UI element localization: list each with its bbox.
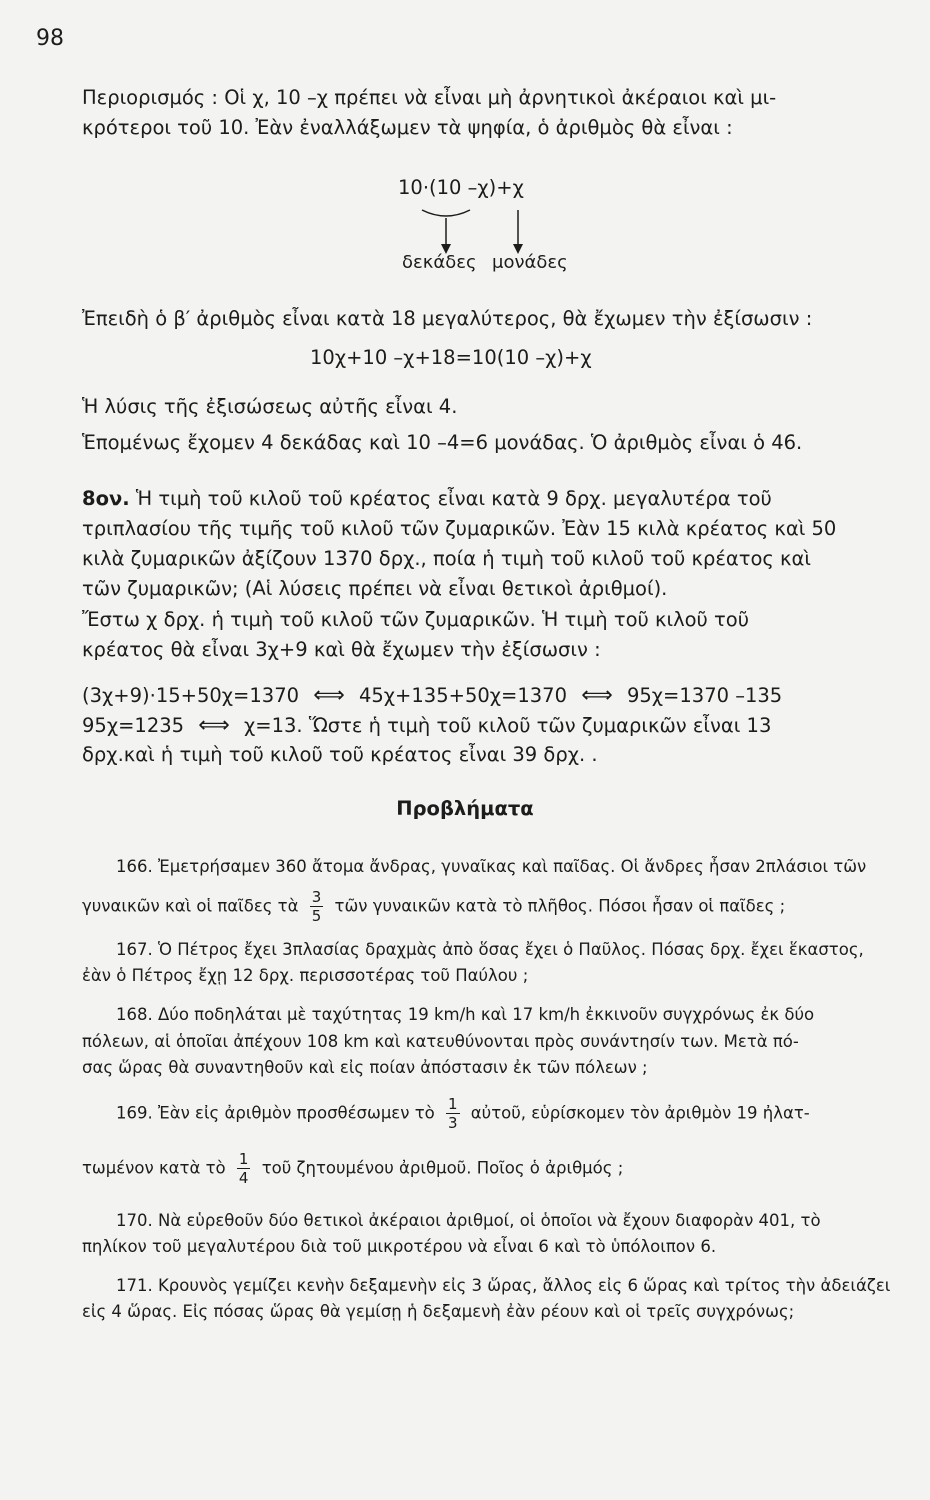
ex8-label: 8ον.	[82, 487, 130, 510]
para1-line1: Περιορισμός : Οἱ χ, 10 –χ πρέπει νὰ εἶναι μὴ ἀρνητικοὶ ἀκέραιοι καὶ μι-	[82, 86, 777, 109]
expression-main: 10·(10 –χ)+χ	[398, 176, 524, 199]
ex8-line1	[82, 487, 772, 510]
p169-text2: αὐτοῦ, εὑρίσκομεν τὸν ἀριθμὸν 19 ἠλατ-	[470, 1103, 810, 1123]
ex8-tail1: Ὥστε ἡ τιμὴ τοῦ κιλοῦ τῶν ζυμαρικῶν εἶναι 13	[308, 714, 772, 737]
para2: Ἐπειδὴ ὁ β′ ἀριθμὸς εἶναι κατὰ 18 μεγαλύτερος, θὰ ἔχωμεν τὴν ἐξίσωσιν :	[82, 307, 813, 330]
eq-d: 95χ=1235	[82, 714, 185, 737]
p166-text1: γυναικῶν καὶ οἱ παῖδες τὰ	[82, 896, 299, 916]
p169-fraction2-numerator: 1	[238, 1150, 249, 1168]
equivalence-arrow-icon: ⟺	[198, 713, 230, 738]
label-units: μονάδες	[492, 252, 568, 273]
p168-line2: πόλεων, αἱ ὁποῖαι ἀπέχουν 108 km καὶ κατευθύνονται πρὸς συνάντησίν των. Μετὰ πό-	[82, 1032, 799, 1051]
p171-line2: εἰς 4 ὥρας. Εἰς πόσας ὥρας θὰ γεμίσῃ ἡ δεξαμενὴ ἐὰν ρέουν καὶ οἱ τρεῖς συγχρόνως;	[82, 1302, 795, 1321]
p166-fraction	[310, 890, 324, 924]
p166-text2: τῶν γυναικῶν κατὰ τὸ πλῆθος. Πόσοι ἦσαν οἱ παῖδες ;	[334, 896, 786, 916]
p171-line1: 171. Κρουνὸς γεμίζει κενὴν δεξαμενὴν εἰς 3 ὥρας, ἄλλος εἰς 6 ὥρας καὶ τρίτος τὴν ἀδειάζει	[116, 1276, 891, 1295]
ex8-line1-text: Ἡ τιμὴ τοῦ κιλοῦ τοῦ κρέατος εἶναι κατὰ 9 δρχ. μεγαλυτέρα τοῦ	[135, 487, 772, 510]
equivalence-arrow-icon: ⟺	[313, 683, 345, 708]
p169-text3: τωμένον κατὰ τὸ	[82, 1158, 226, 1178]
equivalence-arrow-icon: ⟺	[581, 683, 613, 708]
p168-line3: σας ὥρας θὰ συναντηθοῦν καὶ εἰς ποίαν ἀπόστασιν ἐκ τῶν πόλεων ;	[82, 1058, 648, 1077]
p166-fraction-denominator: 5	[311, 907, 322, 925]
brace-curve	[422, 210, 470, 216]
ex8-line4: τῶν ζυμαρικῶν; (Αἱ λύσεις πρέπει νὰ εἶναι θετικοὶ ἀριθμοί).	[82, 577, 668, 600]
ex8-equation-row1	[82, 683, 782, 708]
ex8-tail2: δρχ.καὶ ἡ τιμὴ τοῦ κιλοῦ τοῦ κρέατος εἶναι 39 δρχ. .	[82, 743, 598, 766]
ex8-line3: κιλὰ ζυμαρικῶν ἀξίζουν 1370 δρχ., ποία ἡ τιμὴ τοῦ κιλοῦ τοῦ κρέατος καὶ	[82, 547, 812, 570]
p167-line2: ἐὰν ὁ Πέτρος ἔχῃ 12 δρχ. περισσοτέρας τοῦ Παύλου ;	[82, 966, 529, 985]
label-tens: δεκάδες	[402, 252, 477, 273]
p170-line2: πηλίκον τοῦ μεγαλυτέρου διὰ τοῦ μικροτέρου νὰ εἶναι 6 καὶ τὸ ὑπόλοιπον 6.	[82, 1237, 717, 1256]
solution1: Ἡ λύσις τῆς ἐξισώσεως αὐτῆς εἶναι 4.	[82, 395, 458, 418]
eq-e: χ=13.	[244, 714, 303, 737]
p169-line2	[82, 1152, 623, 1186]
eq-b: 45χ+135+50χ=1370	[358, 684, 568, 707]
eq-a: (3χ+9)·15+50χ=1370	[82, 684, 300, 707]
p170-line1: 170. Νὰ εὑρεθοῦν δύο θετικοὶ ἀκέραιοι ἀριθμοί, οἱ ὁποῖοι νὰ ἔχουν διαφορὰν 401, τὸ	[116, 1211, 821, 1230]
p169-fraction1-numerator: 1	[447, 1095, 458, 1113]
p168-line1: 168. Δύο ποδηλάται μὲ ταχύτητας 19 km/h καὶ 17 km/h ἐκκινοῦν συγχρόνως ἐκ δύο	[116, 1005, 815, 1024]
p169-text4: τοῦ ζητουμένου ἀριθμοῦ. Ποῖος ὁ ἀριθμός ;	[261, 1158, 624, 1178]
p169-fraction1	[446, 1097, 460, 1131]
p169-fraction2-denominator: 4	[238, 1169, 249, 1187]
p166-fraction-numerator: 3	[311, 888, 322, 906]
p166-line2	[82, 890, 785, 924]
conclusion1: Ἑπομένως ἔχομεν 4 δεκάδας καὶ 10 –4=6 μονάδας. Ὁ ἀριθμὸς εἶναι ὁ 46.	[82, 431, 803, 454]
page-number: 98	[36, 26, 64, 51]
eq-c: 95χ=1370 –135	[626, 684, 783, 707]
p169-fraction2	[237, 1152, 251, 1186]
p169-line1	[116, 1097, 810, 1131]
ex8-line5: Ἔστω χ δρχ. ἡ τιμὴ τοῦ κιλοῦ τῶν ζυμαρικῶν. Ἡ τιμὴ τοῦ κιλοῦ τοῦ	[82, 608, 749, 631]
ex8-line2: τριπλασίου τῆς τιμῆς τοῦ κιλοῦ τῶν ζυμαρικῶν. Ἐὰν 15 κιλὰ κρέατος καὶ 50	[82, 517, 837, 540]
equation1: 10χ+10 –χ+18=10(10 –χ)+χ	[310, 346, 592, 369]
ex8-line6: κρέατος θὰ εἶναι 3χ+9 καὶ θὰ ἔχωμεν τὴν ἐξίσωσιν :	[82, 638, 601, 661]
ex8-equation-row2	[82, 713, 771, 738]
section-title: Προβλήματα	[396, 797, 534, 820]
p166-line1: 166. Ἐμετρήσαμεν 360 ἄτομα ἄνδρας, γυναῖκας καὶ παῖδας. Οἱ ἄνδρες ἦσαν 2πλάσιοι τῶν	[116, 857, 867, 876]
p169-text1: 169. Ἐὰν εἰς ἀριθμὸν προσθέσωμεν τὸ	[116, 1103, 435, 1123]
p169-fraction1-denominator: 3	[447, 1114, 458, 1132]
p167-line1: 167. Ὁ Πέτρος ἔχει 3πλασίας δραχμὰς ἀπὸ ὅσας ἔχει ὁ Παῦλος. Πόσας δρχ. ἔχει ἕκαστος,	[116, 940, 864, 959]
para1-line2: κρότεροι τοῦ 10. Ἐὰν ἐναλλάξωμεν τὰ ψηφία, ὁ ἀριθμὸς θὰ εἶναι :	[82, 116, 733, 139]
